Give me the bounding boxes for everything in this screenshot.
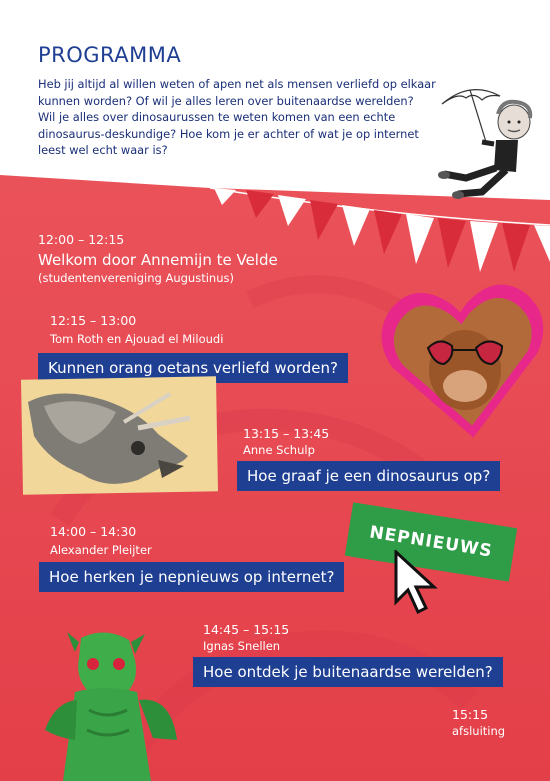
intro-line: dinosaurus-deskundige? Hoe kom je er achter of wat je op internet [38, 126, 419, 141]
session-time: 14:45 – 15:15 [203, 622, 290, 637]
closing-label: afsluiting [452, 724, 506, 738]
intro-paragraph [38, 76, 438, 159]
closing-time: 15:15 [452, 707, 489, 722]
session-speaker: Tom Roth en Ajouad el Miloudi [50, 332, 224, 346]
session-speaker: Alexander Pleijter [50, 543, 152, 557]
session-time: 14:00 – 14:30 [50, 524, 137, 539]
page-title: PROGRAMMA [38, 43, 182, 67]
intro-line: kunnen worden? Of wil je alles leren over buitenaardse werelden? [38, 93, 414, 108]
orangutan-heart-photo [380, 278, 550, 446]
triceratops-skull-photo [20, 382, 192, 494]
session-title-bar: Hoe herken je nepnieuws op internet? [39, 562, 344, 592]
welcome-time: 12:00 – 12:15 [38, 232, 125, 247]
intro-line: Wil je alles over dinosaurussen te weten komen van een echte [38, 110, 396, 124]
intro-line: Heb jij altijd al willen weten of apen net als mensen verliefd op elkaar [38, 77, 436, 91]
mouse-cursor-icon [392, 550, 440, 616]
alien-toy-photo [35, 630, 185, 781]
session-speaker: Anne Schulp [243, 443, 315, 457]
intro-line: leest wel echt waar is? [38, 143, 168, 157]
session-title-bar: Hoe graaf je een dinosaurus op? [237, 461, 500, 491]
welcome-note: (studentenvereniging Augustinus) [38, 271, 234, 285]
session-time: 13:15 – 13:45 [243, 426, 330, 441]
nepnieuws-label: NEPNIEUWS [368, 522, 494, 562]
session-speaker: Ignas Snellen [203, 639, 281, 653]
session-time: 12:15 – 13:00 [50, 313, 137, 328]
session-title-bar: Kunnen orang oetans verliefd worden? [38, 353, 348, 383]
welcome-title: Welkom door Annemijn te Velde [38, 251, 278, 269]
scientist-umbrella-illustration [436, 82, 536, 207]
session-title-bar: Hoe ontdek je buitenaardse werelden? [193, 657, 503, 687]
